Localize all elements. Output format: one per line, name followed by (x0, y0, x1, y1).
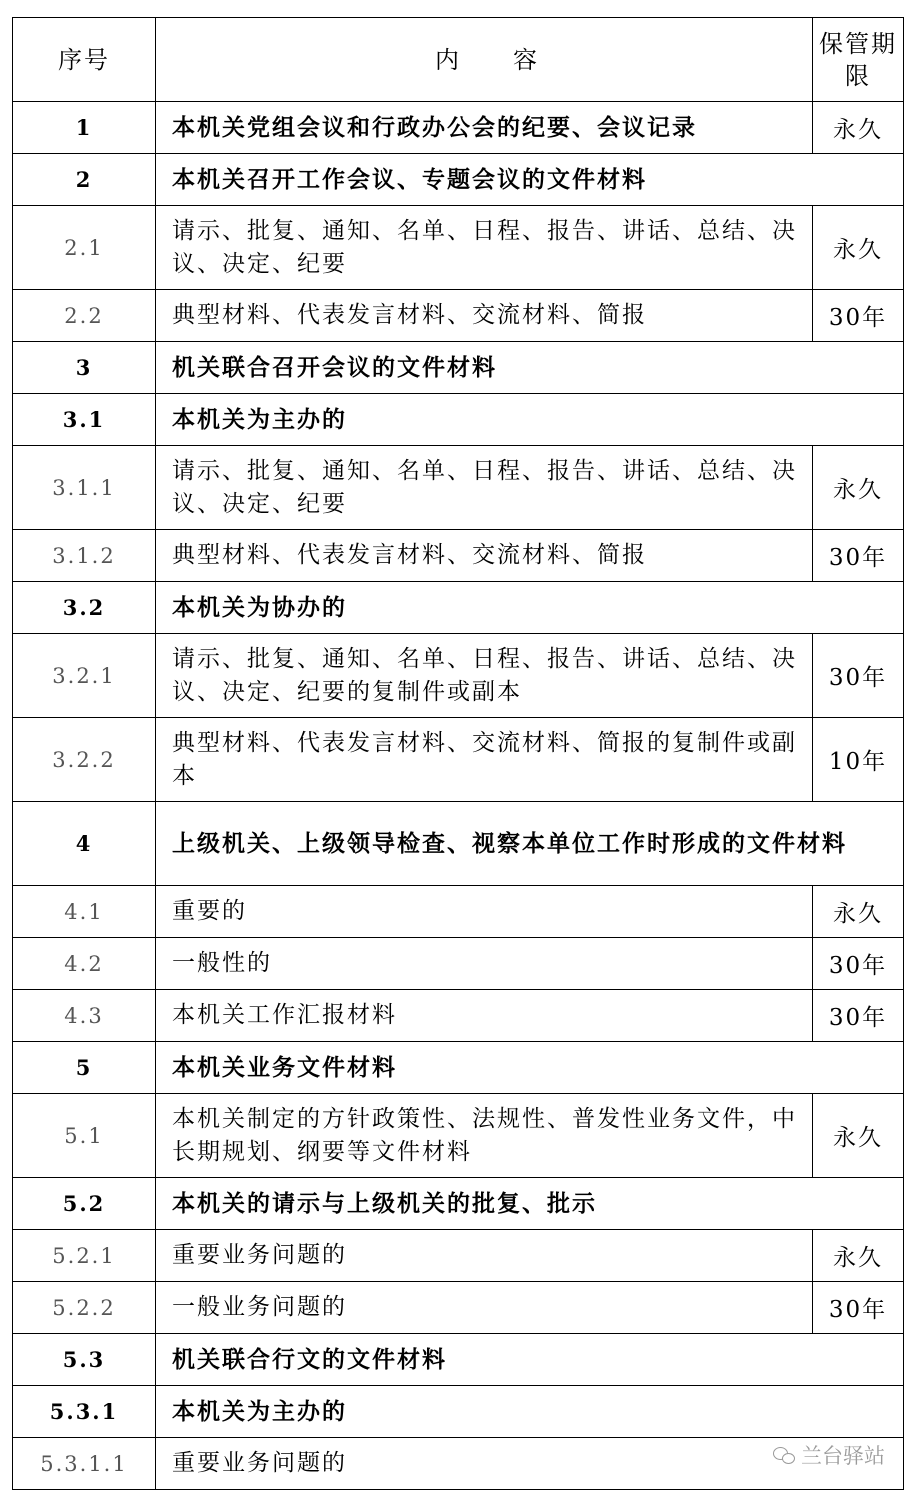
row-number: 3.1.1 (13, 446, 156, 530)
row-term: 30年 (813, 290, 904, 342)
table-row (13, 886, 904, 938)
row-number: 5.3.1.1 (13, 1438, 156, 1490)
table-row (13, 1178, 904, 1230)
row-content: 请示、批复、通知、名单、日程、报告、讲话、总结、决议、决定、纪要 (156, 206, 813, 290)
row-content: 重要业务问题的 (156, 1438, 904, 1490)
row-content: 请示、批复、通知、名单、日程、报告、讲话、总结、决议、决定、纪要的复制件或副本 (156, 634, 813, 718)
wechat-icon (773, 1446, 795, 1464)
watermark-text: 兰台驿站 (801, 1444, 885, 1468)
row-content: 上级机关、上级领导检查、视察本单位工作时形成的文件材料 (156, 802, 904, 886)
table-row (13, 802, 904, 886)
row-number: 2 (13, 154, 156, 206)
header-num: 序号 (13, 18, 156, 102)
row-term: 30年 (813, 938, 904, 990)
row-content: 机关联合召开会议的文件材料 (156, 342, 904, 394)
table-row (13, 582, 904, 634)
row-number: 3.2.1 (13, 634, 156, 718)
row-content: 本机关党组会议和行政办公会的纪要、会议记录 (156, 102, 813, 154)
row-content: 重要业务问题的 (156, 1230, 813, 1282)
row-content: 重要的 (156, 886, 813, 938)
row-content: 一般业务问题的 (156, 1282, 813, 1334)
row-number: 3.2 (13, 582, 156, 634)
table-row (13, 990, 904, 1042)
row-number: 5.2.2 (13, 1282, 156, 1334)
row-number: 5.3 (13, 1334, 156, 1386)
row-term: 永久 (813, 206, 904, 290)
retention-table (12, 17, 904, 1490)
row-content: 本机关召开工作会议、专题会议的文件材料 (156, 154, 904, 206)
row-number: 3 (13, 342, 156, 394)
row-number: 5.1 (13, 1094, 156, 1178)
table-row (13, 154, 904, 206)
table-row (13, 938, 904, 990)
row-term: 永久 (813, 1230, 904, 1282)
row-content: 本机关业务文件材料 (156, 1042, 904, 1094)
row-number: 3.1.2 (13, 530, 156, 582)
row-content: 本机关为协办的 (156, 582, 904, 634)
row-content: 请示、批复、通知、名单、日程、报告、讲话、总结、决议、决定、纪要 (156, 446, 813, 530)
row-number: 4 (13, 802, 156, 886)
table-row (13, 1282, 904, 1334)
row-term: 30年 (813, 1282, 904, 1334)
row-number: 5 (13, 1042, 156, 1094)
table-row (13, 1042, 904, 1094)
row-content: 一般性的 (156, 938, 813, 990)
row-content: 本机关的请示与上级机关的批复、批示 (156, 1178, 904, 1230)
row-term: 10年 (813, 718, 904, 802)
row-content: 本机关工作汇报材料 (156, 990, 813, 1042)
table-row (13, 342, 904, 394)
row-number: 5.3.1 (13, 1386, 156, 1438)
row-content: 本机关制定的方针政策性、法规性、普发性业务文件，中长期规划、纲要等文件材料 (156, 1094, 813, 1178)
row-number: 1 (13, 102, 156, 154)
table-row (13, 446, 904, 530)
row-term: 30年 (813, 634, 904, 718)
table-row (13, 530, 904, 582)
header-term: 保管期限 (813, 18, 904, 102)
row-term: 永久 (813, 886, 904, 938)
row-number: 5.2 (13, 1178, 156, 1230)
watermark (773, 1440, 885, 1470)
header-content: 内 容 (156, 18, 813, 102)
row-number: 4.1 (13, 886, 156, 938)
row-content: 典型材料、代表发言材料、交流材料、简报 (156, 290, 813, 342)
table-header (13, 18, 904, 102)
table-row (13, 634, 904, 718)
table-row (13, 1438, 904, 1490)
row-content: 本机关为主办的 (156, 1386, 904, 1438)
table-row (13, 1094, 904, 1178)
row-number: 4.3 (13, 990, 156, 1042)
row-number: 3.2.2 (13, 718, 156, 802)
row-term: 永久 (813, 446, 904, 530)
row-term: 30年 (813, 990, 904, 1042)
row-term: 30年 (813, 530, 904, 582)
row-number: 3.1 (13, 394, 156, 446)
row-content: 机关联合行文的文件材料 (156, 1334, 904, 1386)
row-content: 典型材料、代表发言材料、交流材料、简报 (156, 530, 813, 582)
row-term: 永久 (813, 1094, 904, 1178)
table-row (13, 290, 904, 342)
table-row (13, 1334, 904, 1386)
row-number: 2.1 (13, 206, 156, 290)
table-row (13, 718, 904, 802)
row-content: 典型材料、代表发言材料、交流材料、简报的复制件或副本 (156, 718, 813, 802)
row-number: 5.2.1 (13, 1230, 156, 1282)
row-term: 永久 (813, 102, 904, 154)
row-content: 本机关为主办的 (156, 394, 904, 446)
table-row (13, 394, 904, 446)
row-number: 2.2 (13, 290, 156, 342)
table-row (13, 1230, 904, 1282)
table-row (13, 206, 904, 290)
row-number: 4.2 (13, 938, 156, 990)
table-row (13, 1386, 904, 1438)
table-row (13, 102, 904, 154)
